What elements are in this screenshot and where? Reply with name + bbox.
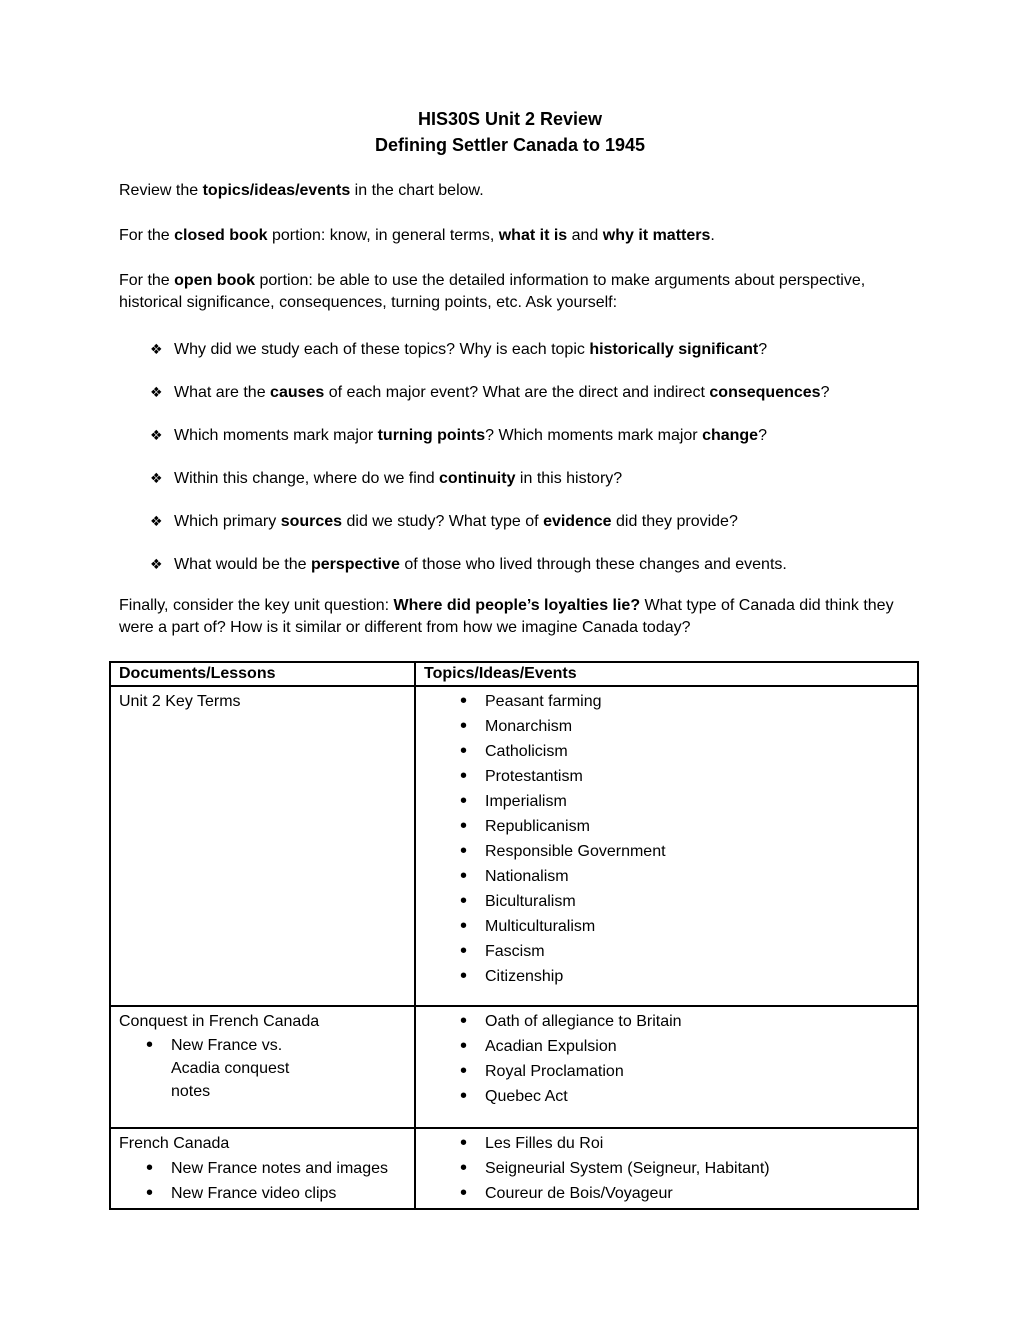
lesson-cell [110,1128,415,1209]
list-item: • Fascism [424,939,909,964]
list-item: • Royal Proclamation [424,1059,909,1084]
list-item: • Biculturalism [424,889,909,914]
list-item: • Peasant farming [424,689,909,714]
list-item: • Coureur de Bois/Voyageur [424,1181,909,1206]
page-title-line1: HIS30S Unit 2 Review [417,109,603,129]
diamond-bullet-icon: ❖ [150,341,163,357]
list-item: • Acadian Expulsion [424,1034,909,1059]
list-item: • Nationalism [424,864,909,889]
question-item: ❖ Why did we study each of these topics? Why is each topic historically significant? [150,338,910,361]
intro-paragraph-2: For the closed book portion: know, in general terms, what it is and why it matters. [119,227,715,244]
question-item: ❖ Which primary sources did we study? What type of evidence did they provide? [150,510,910,533]
lesson-subitem: • New France vs. Acadia conquest notes [119,1034,299,1103]
lesson-cell [110,1006,415,1128]
list-item: • Citizenship [424,964,909,989]
lesson-title: French Canada [119,1135,230,1152]
lesson-subitem: • New France notes and images [119,1156,406,1181]
diamond-bullet-icon: ❖ [150,470,163,486]
list-item: • Multiculturalism [424,914,909,939]
topics-cell [415,686,918,1006]
question-item: ❖ Within this change, where do we find continuity in this history? [150,467,910,490]
table-row [110,1006,918,1128]
column-header-lessons: Documents/Lessons [110,662,415,686]
topics-cell [415,1006,918,1128]
list-item: • Quebec Act [424,1084,909,1109]
list-item: • Les Filles du Roi [424,1131,909,1156]
list-item: • Imperialism [424,789,909,814]
list-item: • Responsible Government [424,839,909,864]
lesson-subitem: • New France video clips [119,1181,406,1206]
column-header-topics: Topics/Ideas/Events [415,662,918,686]
diamond-bullet-icon: ❖ [150,384,163,400]
table-row [110,1128,918,1209]
lesson-cell [110,686,415,1006]
diamond-bullet-icon: ❖ [150,427,163,443]
intro-paragraph-3: For the open book portion: be able to use the detailed information to make arguments about perspective, historical significance, consequences, turning points, etc. Ask yourself: [119,272,866,311]
list-item: • Catholicism [424,739,909,764]
table-header-row [110,662,918,686]
list-item: • Oath of allegiance to Britain [424,1009,909,1034]
page-title-line2: Defining Settler Canada to 1945 [374,135,646,155]
question-item: ❖ What would be the perspective of those who lived through these changes and events. [150,553,910,576]
question-item: ❖ Which moments mark major turning points? Which moments mark major change? [150,424,910,447]
review-table [109,661,919,1210]
diamond-bullet-icon: ❖ [150,513,163,529]
question-item: ❖ What are the causes of each major event? What are the direct and indirect consequences? [150,381,910,404]
final-paragraph: Finally, consider the key unit question: Where did people’s loyalties lie? What type of Canada did think they were a part of? How is it similar or different from how we imagine Canada today? [119,597,894,636]
list-item: • Republicanism [424,814,909,839]
list-item: • Protestantism [424,764,909,789]
lesson-title: Conquest in French Canada [119,1013,320,1030]
diamond-bullet-icon: ❖ [150,556,163,572]
topics-cell [415,1128,918,1209]
list-item: • Seigneurial System (Seigneur, Habitant) [424,1156,909,1181]
intro-paragraph-1: Review the topics/ideas/events in the chart below. [119,182,484,199]
table-row [110,686,918,1006]
list-item: • Monarchism [424,714,909,739]
lesson-title: Unit 2 Key Terms [119,693,241,710]
